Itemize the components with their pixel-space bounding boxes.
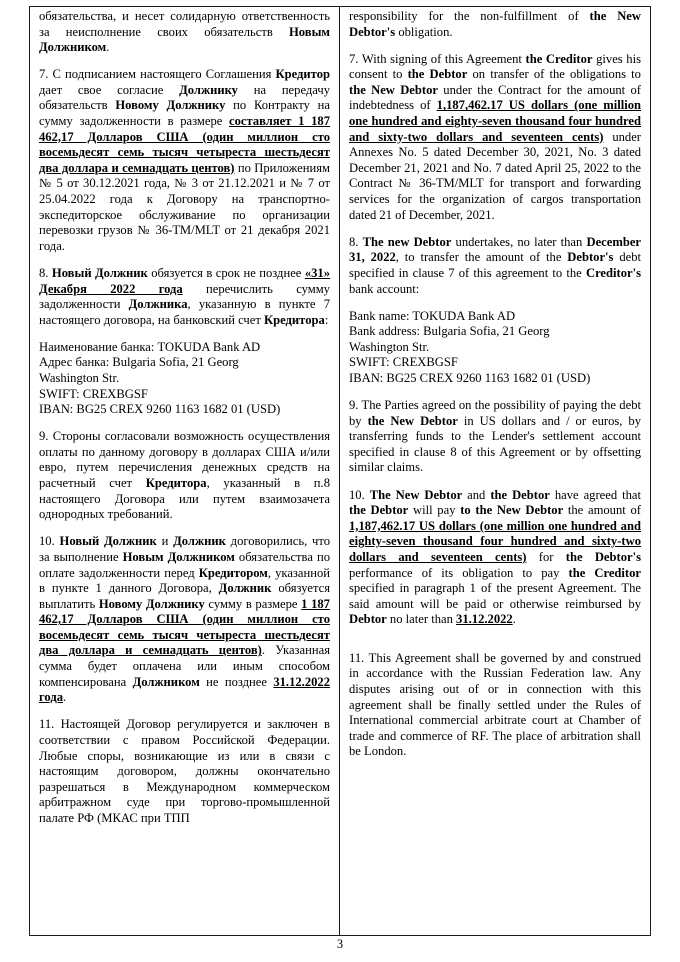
clause-7-ru: 7. С подписанием настоящего Соглашения Кредитор дает свое согласие Должнику на передачу обязательств Новому Должнику по Контракту на сумму задолженности в размере составляет 1 187 462,17 Долларов США (один миллион сто восемьдесят семь тысяч четыреста шестьдесят два доллара и семнадцать центов) по Приложениям № 5 от 30.12.2021 года, № 3 от 21.12.2021 и № 7 от 25.04.2022 года к Договору на транспортно-экспедиторское обслуживание по организации перевозки грузов № 36-ТМ/MLT от 21 декабря 2021 года. <box>39 67 330 253</box>
bank-address-line-2-ru: Washington Str. <box>39 370 120 385</box>
page-number: 3 <box>336 937 344 951</box>
bilingual-contract-table <box>29 6 651 936</box>
bank-details-ru <box>39 340 330 418</box>
bank-address-line-1-ru: Адрес банка: Bulgaria Sofia, 21 Georg <box>39 355 239 370</box>
bank-swift-en: SWIFT: CREXBGSF <box>349 355 458 370</box>
clause-9-en: 9. The Parties agreed on the possibility of paying the debt by the New Debtor in US dollars and / or euros, by transferring funds to the Lender's settlement account specified in clause 8 of this Agreement or by offsetting similar claims. <box>349 398 641 475</box>
clause-11-en: 11. This Agreement shall be governed by and construed in accordance with the Russian Federation law. Any disputes arising out of or in connection with this agreement shall be finally settled under the Rules of International commercial arbitrate court at Chamber of trade and commerce of RF. The place of arbitration shall be London. <box>349 650 641 759</box>
paragraph-continuation-en: responsibility for the non-fulfillment of the New Debtor's obligation. <box>349 9 641 39</box>
clause-10-en: 10. The New Debtor and the Debtor have agreed that the Debtor will pay to the New Debtor the amount of 1,187,462.17 US dollars (one million one hundred and eighty-seven thousand four hundred and sixty-two dollars and seventeen cents) for the Debtor's performance of its obligation to pay the Creditor specified in paragraph 1 of the present Agreement. The said amount will be paid or otherwise reimbursed by Debtor no later than 31.12.2022. <box>349 487 641 627</box>
clause-8-en: 8. The new Debtor undertakes, no later than December 31, 2022, to transfer the amount of the Debtor's debt specified in clause 7 of this agreement to the Creditor's bank account: <box>349 234 642 296</box>
bank-name-en: Bank name: TOKUDA Bank AD <box>349 308 516 323</box>
clause-11-ru: 11. Настоящей Договор регулируется и заключен в соответствии с правом Российской Федерации. Любые споры, возникающие из или в связи с настоящим договором, должны окончательно разрешаться в Международном коммерческом арбитражном суде при торгово-промышленной палате РФ (МКАС при ТПП <box>39 717 330 825</box>
bank-name-ru: Наименование банка: TOKUDA Bank AD <box>39 339 261 354</box>
bank-swift-ru: SWIFT: CREXBGSF <box>39 386 148 401</box>
clause-9-ru: 9. Стороны согласовали возможность осуществления оплаты по данному договору в долларах США и/или евро, путем перечисления денежных средств на расчетный счет Кредитора, указанный в п.8 настоящего Договора или путем взаимозачета однородных требований. <box>39 429 330 522</box>
column-english <box>340 7 650 935</box>
bank-details-en <box>349 309 641 387</box>
bank-address-line-1-en: Bank address: Bulgaria Sofia, 21 Georg <box>349 324 550 339</box>
column-russian <box>30 7 340 935</box>
clause-7-en: 7. With signing of this Agreement the Creditor gives his consent to the Debtor on transfer of the obligations to the New Debtor under the Contract for the amount of indebtedness of 1,187,462.17 US dollars (one million one hundred and eighty-seven thousand four hundred and sixty-two dollars and seventeen cents) under Annexes No. 5 dated December 30, 2021, No. 3 dated December 21, 2021 and No. 7 dated April 25, 2022 to the Contract № 36-ТМ/MLT for transport and forwarding services for the organization of cargos transportation dated 21 of December, 2021. <box>349 51 641 222</box>
paragraph-continuation-ru: обязательства, и несет солидарную ответственность за неисполнение своих обязательств Новым Должником. <box>39 9 330 55</box>
clause-10-ru: 10. Новый Должник и Должник договорились, что за выполнение Новым Должником обязательства по оплате задолженности перед Кредитором, указанной в пункте 1 данного Договора, Должник обязуется выплатить Новому Должнику сумму в размере 1 187 462,17 Долларов США (один миллион сто восемьдесят семь тысяч четыреста шестьдесят два доллара и семнадцать центов). Указанная сумма будет оплачена или иным способом компенсирована Должником не позднее 31.12.2022 года. <box>39 534 330 705</box>
bank-address-line-2-en: Washington Str. <box>349 339 430 354</box>
clause-8-ru: 8. Новый Должник обязуется в срок не позднее «31» Декабря 2022 года перечислить сумму задолженности Должника, указанную в пункте 7 настоящего договора, на банковский счет Кредитора: <box>39 265 331 327</box>
bank-iban-ru: IBAN: BG25 CREX 9260 1163 1682 01 (USD) <box>39 402 281 417</box>
bank-iban-en: IBAN: BG25 CREX 9260 1163 1682 01 (USD) <box>349 370 591 385</box>
